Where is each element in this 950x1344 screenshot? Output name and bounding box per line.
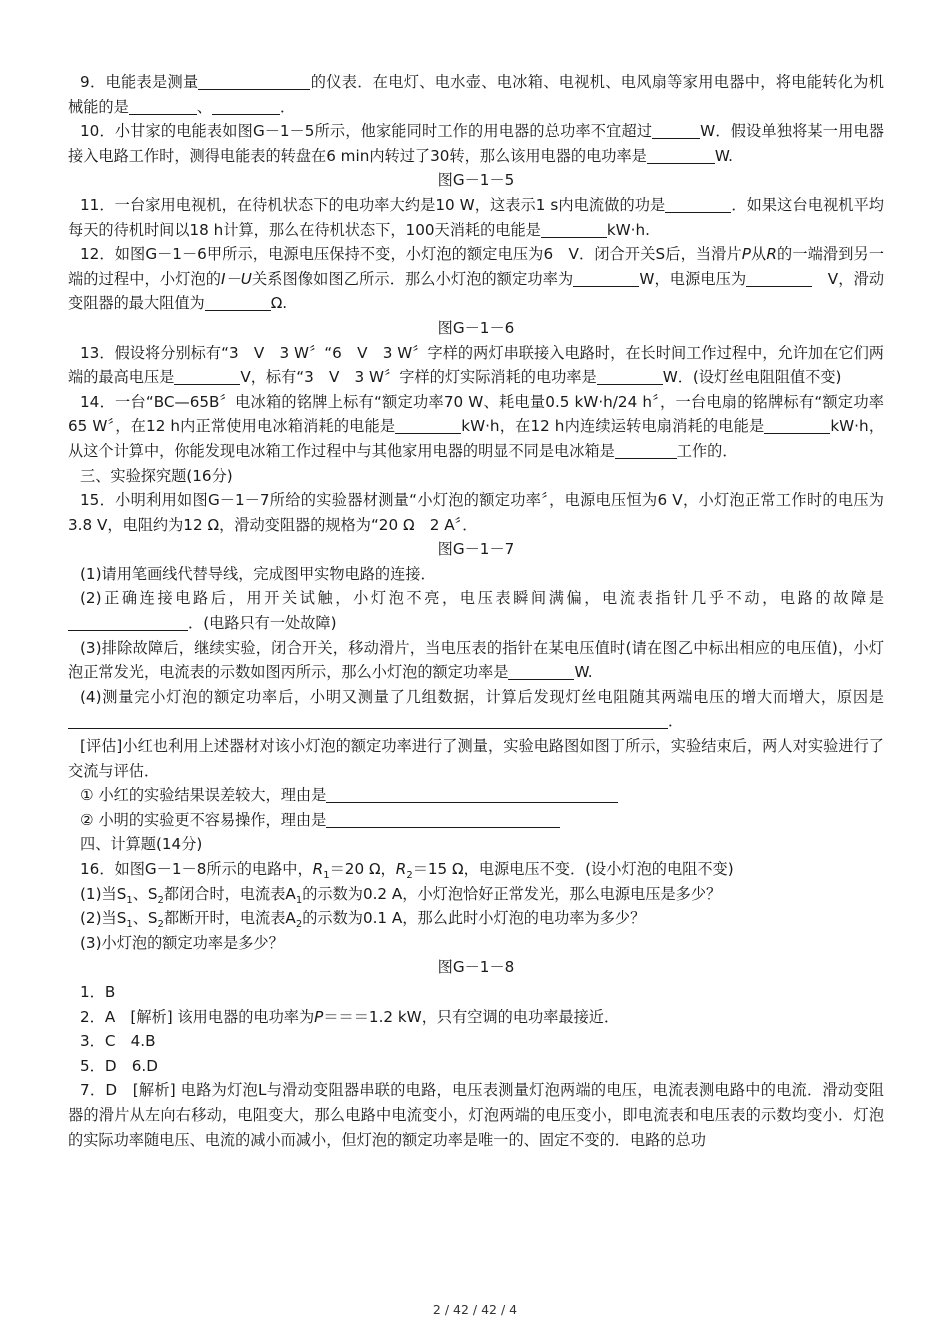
section-heading-experiment: 三、实验探究题(16分) <box>80 466 233 485</box>
question-15-part-3: (3)排除故障后，继续实验，闭合开关，移动滑片，当电压表的指针在某电压值时(请在图乙中标出相应的电压值)，小灯泡正常发光，电流表的示数如图丙所示，那么小灯泡的额定功率是 W. <box>68 638 884 682</box>
question-16-part-2: (2)当$S_1$、$S_2$都断开时，电流表$A_2$的示数为0.1 A，那么此时小灯泡的电功率为多少？ <box>80 909 646 931</box>
question-13: 13．假设将分别标有“3 V 3 W〞“6 V 3 W〞字样的两灯串联接入电路时，在长时间工作过程中，允许加在它们两端的最高电压是 V，标有“3 V 3 W〞字样的灯实际消耗的电功率是 W．(设灯丝电阻阻值不变) <box>68 343 884 387</box>
section-heading-calculation: 四、计算题(14分) <box>80 835 203 854</box>
question-11: 11．一台家用电视机，在待机状态下的电功率大约是10 W，这表示1 s内电流做的功是 ．如果这台电视机平均每天的待机时间以18 h计算，那么在待机状态下，100天消耗的电能是 kW·h. <box>68 195 884 239</box>
question-16-intro: 16．如图G－1－8所示的电路中，$R_1=20$ Ω，$R_2=15$ Ω，电源电压不变．(设小灯泡的电阻不变) <box>80 860 734 882</box>
answer-blank[interactable] <box>764 416 830 434</box>
answer-blank[interactable] <box>746 269 812 287</box>
evaluation-item-1: ① 小红的实验结果误差较大，理由是 <box>68 783 884 808</box>
answer-blank[interactable] <box>68 613 188 631</box>
answer-blank[interactable] <box>174 367 240 385</box>
answer-blank[interactable] <box>652 121 700 139</box>
answer-blank[interactable] <box>395 416 461 434</box>
figure-caption: 图G－1－7 <box>437 540 515 559</box>
document-page <box>68 70 884 1152</box>
answer-blank[interactable] <box>68 711 668 729</box>
answer-blank[interactable] <box>326 810 560 828</box>
answer-2: 2．A [解析] 该用电器的电功率为P＝＝＝1.2 kW，只有空调的电功率最接近． <box>80 1007 620 1026</box>
question-14: 14．一台“BC—65B〞电冰箱的铭牌上标有“额定功率70 W、耗电量0.5 kW·h/24 h〞，一台电扇的铭牌标有“额定功率65 W〞，在12 h内正常使用电冰箱消耗的电能是 kW·h，在12 h内连续运转电扇消耗的电能是 kW·h，从这个计算中，你能发现电冰箱工作过程中与其他家用电器的明显不同是电冰箱是 工作的． <box>68 392 885 460</box>
answer-blank[interactable] <box>129 97 197 115</box>
question-16-part-1: (1)当$S_1$、$S_2$都闭合时，电流表$A_1$的示数为0.2 A，小灯泡恰好正常发光，那么电源电压是多少？ <box>80 884 722 906</box>
question-16-part-3: (3)小灯泡的额定功率是多少？ <box>80 933 284 952</box>
evaluation-text: [评估]小红也利用上述器材对该小灯泡的额定功率进行了测量，实验电路图如图丁所示，实验结束后，两人对实验进行了交流与评估． <box>68 737 884 780</box>
question-10: 10．小甘家的电能表如图G－1－5所示，他家能同时工作的用电器的总功率不宜超过 W．假设单独将某一用电器接入电路工作时，测得电能表的转盘在6 min内转过了30转，那么该用电器的电功率是 W. <box>68 122 884 165</box>
answer-blank[interactable] <box>647 146 715 164</box>
figure-caption: 图G－1－5 <box>437 171 515 190</box>
answer-blank[interactable] <box>665 195 731 213</box>
question-15-part-2: (2)正确连接电路后，用开关试触，小灯泡不亮，电压表瞬间满偏，电流表指针几乎不动，电路的故障是．(电路只有一处故障) <box>68 586 884 635</box>
answer-blank[interactable] <box>508 662 574 680</box>
figure-caption: 图G－1－6 <box>437 318 515 337</box>
answer-blank[interactable] <box>205 293 271 311</box>
answer-blank[interactable] <box>597 367 663 385</box>
question-12: 12．如图G－1－6甲所示，电源电压保持不变，小灯泡的额定电压为6 V．闭合开关S后，当滑片P从R的一端滑到另一端的过程中，小灯泡的I－U关系图像如图乙所示．那么小灯泡的额定功率为 W，电源电压为 V，滑动变阻器的最大阻值为 Ω. <box>68 245 885 313</box>
question-9: 9．电能表是测量 的仪表．在电灯、电水壶、电冰箱、电视机、电风扇等家用电器中，将电能转化为机械能的是 、 ． <box>68 73 884 116</box>
figure-caption: 图G－1－8 <box>437 958 515 977</box>
answer-blank[interactable] <box>326 785 618 803</box>
answer-blank[interactable] <box>541 220 607 238</box>
answer-5-6: 5．D 6.D <box>80 1056 158 1075</box>
evaluation-item-2: ② 小明的实验更不容易操作，理由是 <box>68 808 884 833</box>
question-15-intro: 15．小明利用如图G－1－7所给的实验器材测量“小灯泡的额定功率〞，电源电压恒为6 V，小灯泡正常工作时的电压为3.8 V，电阻约为12 Ω，滑动变阻器的规格为“20 Ω 2 A〞． <box>68 491 884 534</box>
question-15-part-1: (1)请用笔画线代替导线，完成图甲实物电路的连接． <box>80 564 436 583</box>
answer-3-4: 3．C 4.B <box>80 1032 156 1051</box>
answer-7: 7．D [解析] 电路为灯泡L与滑动变阻器串联的电路，电压表测量灯泡两端的电压，电流表测电路中的电流．滑动变阻器的滑片从左向右移动，电阻变大，那么电路中电流变小，灯泡两端的电压变小，即电流表和电压表的示数均变小．灯泡的实际功率随电压、电流的减小而减小，但灯泡的额定功率是唯一的、固定不变的．电路的总功 <box>68 1081 884 1149</box>
answer-blank[interactable] <box>198 72 310 90</box>
answer-blank[interactable] <box>212 97 280 115</box>
page-footer: 2 / 42 / 42 / 4 <box>432 1302 518 1317</box>
question-15-part-4: (4)测量完小灯泡的额定功率后，小明又测量了几组数据，计算后发现灯丝电阻随其两端电压的增大而增大，原因是． <box>68 685 884 734</box>
answer-1: 1．B <box>80 982 116 1001</box>
answer-blank[interactable] <box>615 441 677 459</box>
answer-blank[interactable] <box>573 269 639 287</box>
